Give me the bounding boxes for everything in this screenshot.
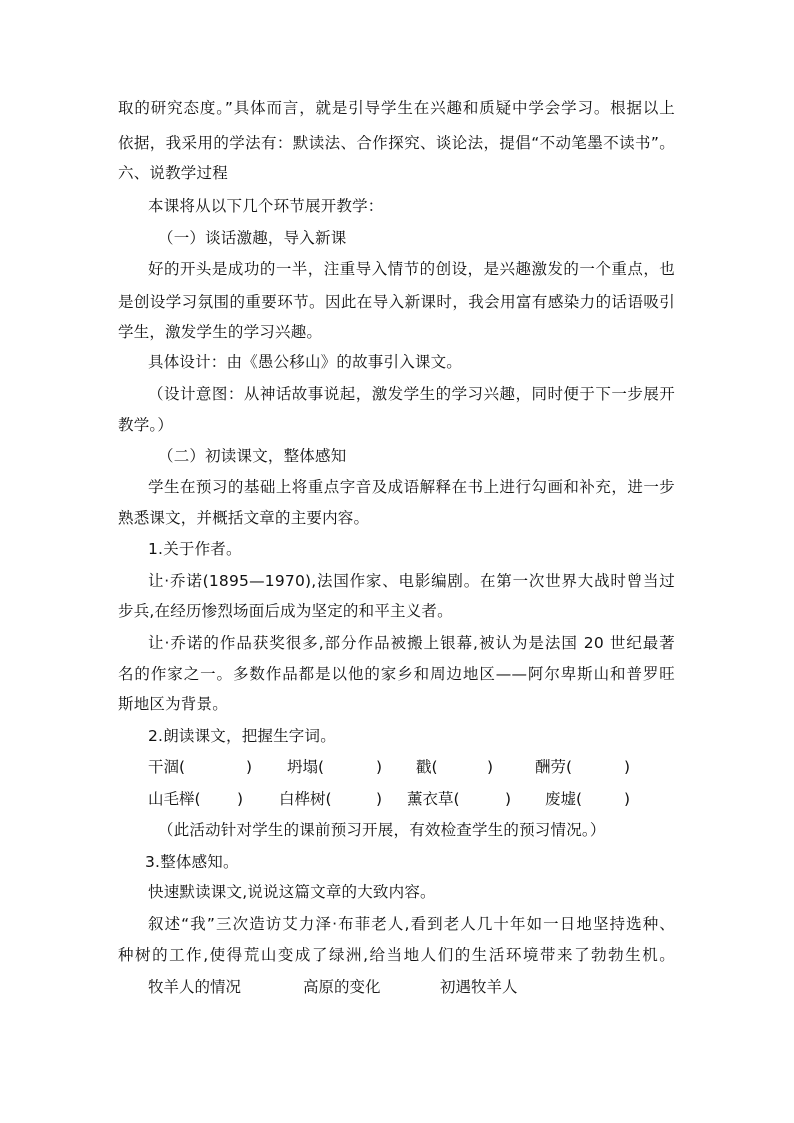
paragraph-line: 本课将从以下几个环节展开教学： <box>148 197 384 215</box>
paragraph-line: 好的开头是成功的一半，注重导入情节的创设，是兴趣激发的一个重点，也 <box>148 260 675 278</box>
paragraph-line: 学生，激发学生的学习兴趣。 <box>118 323 323 341</box>
paragraph-line: 教学。） <box>118 416 174 434</box>
numbered-heading: 1.关于作者。 <box>148 540 242 558</box>
paragraph-line: 斯地区为背景。 <box>118 695 228 713</box>
summary-item: 初遇牧羊人 <box>440 978 518 996</box>
vocab-blank-close: ) <box>624 758 631 776</box>
paragraph-line: （此活动针对学生的课前预习开展，有效检查学生的预习情况。） <box>158 821 606 839</box>
paragraph-line: 让·乔诺的作品获奖很多,部分作品被搬上银幕,被认为是法国 20 世纪最著 <box>148 634 675 652</box>
section-heading: 六、说教学过程 <box>118 164 228 182</box>
vocab-word: 白桦树( <box>279 790 332 808</box>
paragraph-line: 步兵,在经历惨烈场面后成为坚定的和平主义者。 <box>118 602 453 620</box>
paragraph-line: 让·乔诺(1895—1970),法国作家、电影编剧。在第一次世界大战时曾当过 <box>148 572 675 590</box>
vocab-word: 山毛榉( <box>148 790 201 808</box>
paragraph-line: 名的作家之一。多数作品都是以他的家乡和周边地区——阿尔卑斯山和普罗旺 <box>118 665 675 683</box>
vocab-blank-close: ) <box>505 790 512 808</box>
subsection-heading: （一）谈话激趣，导入新课 <box>158 229 347 247</box>
vocab-blank-close: ) <box>246 758 253 776</box>
vocab-word: 戳( <box>416 758 438 776</box>
vocab-row <box>148 757 648 777</box>
vocab-blank-close: ) <box>624 790 631 808</box>
vocab-word: 酬劳( <box>535 758 573 776</box>
vocab-blank-close: ) <box>237 790 244 808</box>
numbered-heading: 3.整体感知。 <box>145 853 239 871</box>
paragraph-line: 快速默读课文,说说这篇文章的大致内容。 <box>148 883 436 901</box>
paragraph-line: 依据，我采用的学法有：默读法、合作探究、谈论法，提倡“不动笔墨不读书”。 <box>118 134 675 152</box>
paragraph-line: 学生在预习的基础上将重点字音及成语解释在书上进行勾画和补充，进一步 <box>148 478 675 496</box>
vocab-blank-close: ) <box>487 758 494 776</box>
paragraph-line: （设计意图：从神话故事说起，激发学生的学习兴趣，同时便于下一步展开 <box>148 385 675 403</box>
vocab-word: 坍塌( <box>287 758 325 776</box>
paragraph-line: 叙述“我”三次造访艾力泽·布菲老人,看到老人几十年如一日地坚持选种、 <box>148 915 675 933</box>
paragraph-line: 具体设计：由《愚公移山》的故事引入课文。 <box>148 353 463 371</box>
summary-row <box>148 977 548 997</box>
vocab-word: 干涸( <box>148 758 186 776</box>
vocab-blank-close: ) <box>376 758 383 776</box>
summary-item: 高原的变化 <box>303 978 381 996</box>
subsection-heading: （二）初读课文，整体感知 <box>158 447 347 465</box>
vocab-row <box>148 789 648 809</box>
paragraph-line: 取的研究态度。”具体而言，就是引导学生在兴趣和质疑中学会学习。根据以上 <box>118 99 675 117</box>
summary-item: 牧羊人的情况 <box>148 978 242 996</box>
paragraph-line: 熟悉课文，并概括文章的主要内容。 <box>118 509 370 527</box>
numbered-heading: 2.朗读课文，把握生字词。 <box>148 727 336 745</box>
paragraph-line: 是创设学习氛围的重要环节。因此在导入新课时，我会用富有感染力的话语吸引 <box>118 293 675 311</box>
vocab-word: 薰衣草( <box>407 790 460 808</box>
vocab-blank-close: ) <box>376 790 383 808</box>
paragraph-line: 种树的工作,使得荒山变成了绿洲,给当地人们的生活环境带来了勃勃生机。 <box>118 946 675 964</box>
vocab-word: 废墟( <box>545 790 583 808</box>
